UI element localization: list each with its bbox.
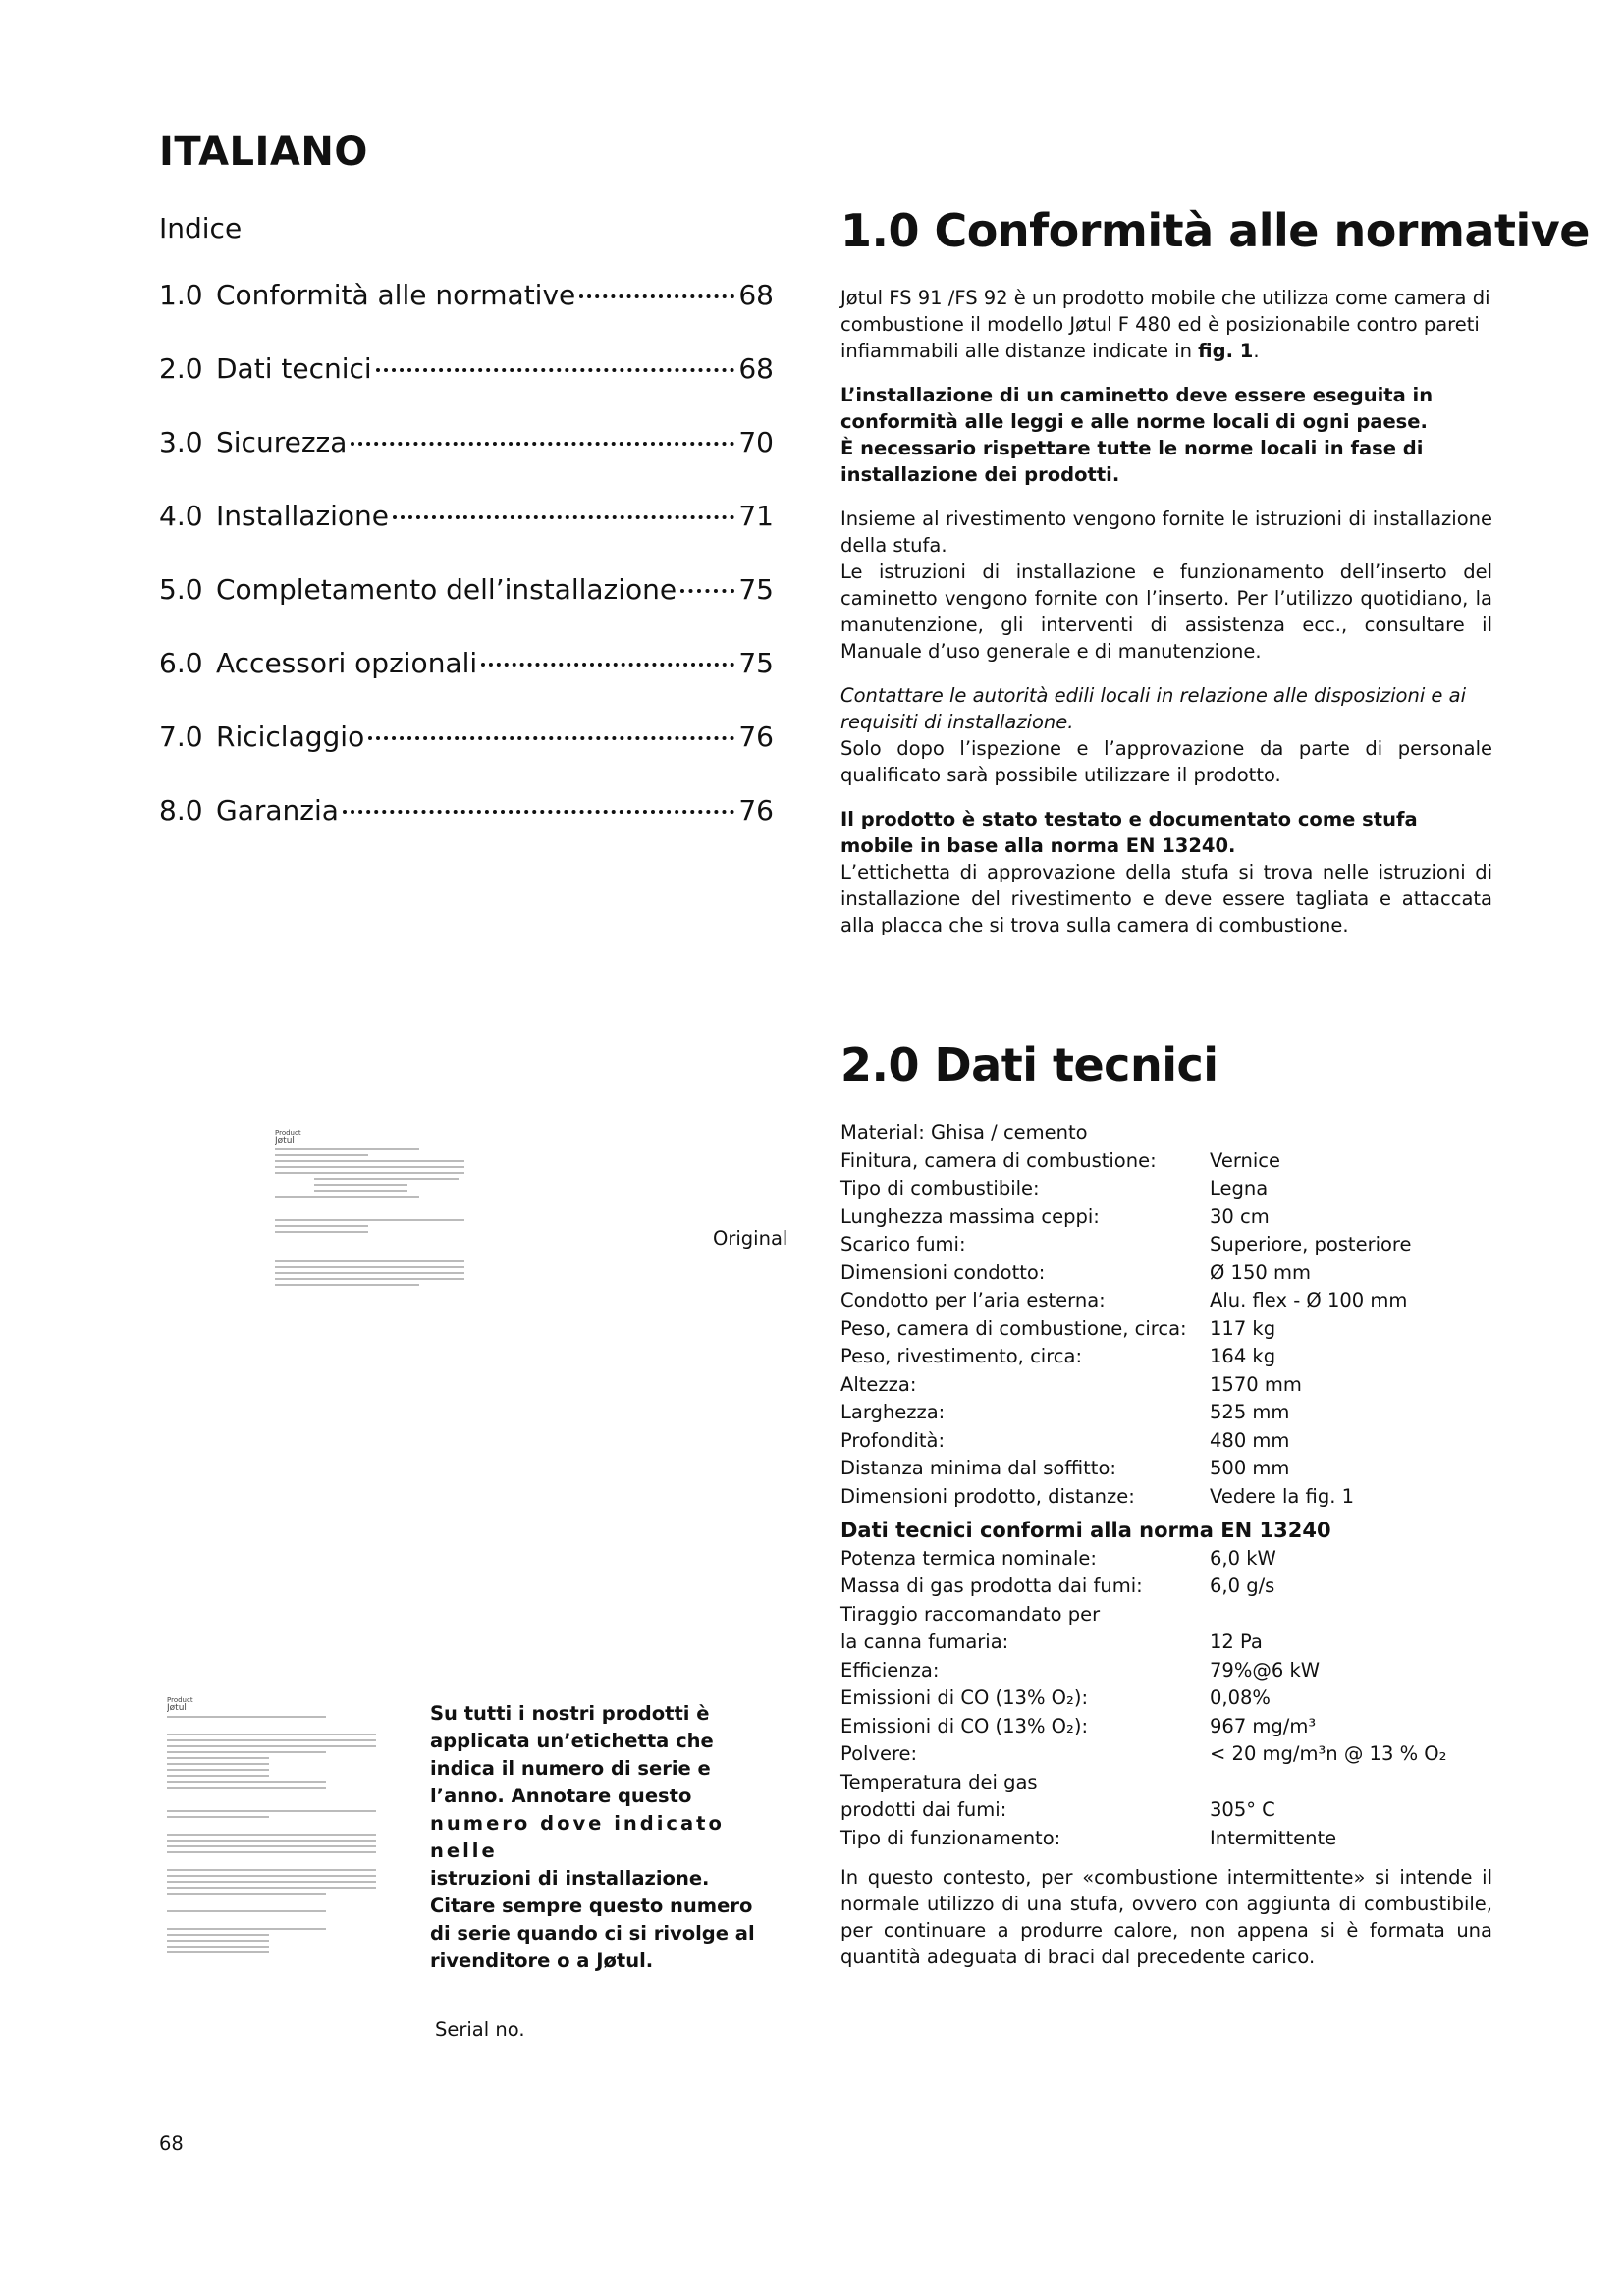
approval-label-image [275, 1129, 481, 1414]
spec-key: Distanza minima dal soffitto: [840, 1457, 1116, 1479]
spec-row [840, 1483, 1492, 1512]
section-1-heading: 1.0 Conformità alle normative [840, 204, 1590, 257]
toc-item-label: Conformità alle normative [216, 279, 576, 311]
toc-item-page: 70 [738, 426, 774, 458]
toc-item [159, 647, 774, 721]
language-title: ITALIANO [159, 130, 368, 175]
toc-item-page: 68 [738, 279, 774, 311]
spec-row [840, 1148, 1492, 1176]
spec-row [840, 1203, 1492, 1232]
spec-row [840, 1601, 1492, 1629]
spec-value: 30 cm [1210, 1204, 1270, 1228]
spec-key: Dimensioni condotto: [840, 1260, 1046, 1284]
spec-value: 525 mm [1210, 1401, 1290, 1423]
spec-key: Polvere: [840, 1742, 918, 1765]
spec-value: 12 Pa [1210, 1630, 1263, 1653]
norm-heading: Dati tecnici conformi alla norma EN 13240 [840, 1519, 1331, 1542]
toc-leader-dots [368, 736, 734, 740]
spec-key: Temperatura dei gas [840, 1770, 1038, 1793]
paragraph-italic: Contattare le autorità edili locali in relazione alle disposizioni e ai requisiti di installazione. [840, 684, 1466, 733]
spec-key: Larghezza: [840, 1401, 946, 1423]
toc-leader-dots [351, 442, 734, 446]
toc-item-page: 76 [738, 721, 774, 753]
spec-key: Massa di gas prodotta dai fumi: [840, 1575, 1143, 1597]
spec-value: 79%@6 kW [1210, 1658, 1321, 1682]
spec-row [840, 1796, 1492, 1825]
toc-leader-dots [680, 589, 734, 593]
spec-value: Superiore, posteriore [1210, 1233, 1412, 1255]
toc-item-page: 71 [738, 500, 774, 532]
toc-item-number: 2.0 [159, 352, 203, 385]
spec-row [840, 1175, 1492, 1203]
spec-row [840, 1713, 1492, 1741]
spec-value: 117 kg [1210, 1316, 1276, 1340]
spec-value: 967 mg/m³ [1210, 1714, 1317, 1737]
paragraph-bold: L’installazione di un caminetto deve essere eseguita in conformità alle leggi e alle norme locali di ogni paese. [840, 384, 1434, 433]
toc-item-page: 68 [738, 352, 774, 385]
serial-caption: Serial no. [435, 2018, 525, 2041]
paragraph: Jøtul FS 91 /FS 92 è un prodotto mobile che utilizza come camera di combustione il modello Jøtul F 480 ed è posizionabile contro pareti infiammabili alle distanze indicate in fig. 1. [840, 287, 1490, 362]
paragraph: L’ettichetta di approvazione della stufa si trova nelle istruzioni di installazione del rivestimento e deve essere tagliata e attaccata alla placca che si trova sulla camera di combustione. [840, 861, 1492, 936]
toc-item-label: Sicurezza [216, 426, 348, 458]
label-product-text: Product [275, 1129, 301, 1137]
spec-value: Vedere la fig. 1 [1210, 1484, 1355, 1508]
toc-item-number: 1.0 [159, 279, 203, 311]
spec-key: Tiraggio raccomandato per [840, 1602, 1101, 1626]
spec-value [1210, 1769, 1492, 1797]
spec-key: Emissioni di CO (13% O₂): [840, 1686, 1089, 1709]
spec-row [840, 1545, 1492, 1574]
paragraph: Le istruzioni di installazione e funzionamento dell’inserto del caminetto vengono fornite con l’inserto. Per l’utilizzo quotidiano, la manutenzione, gli interventi di assistenza ecc., consultare il Manuale d’uso generale e di manutenzione. [840, 561, 1492, 663]
toc-item [159, 573, 774, 647]
paragraph-bold: Il prodotto è stato testato e documentato come stufa mobile in base alla norma EN 13240. [840, 808, 1418, 857]
spec-row [840, 1769, 1492, 1797]
spec-value: 0,08% [1210, 1686, 1271, 1709]
spec-value: Vernice [1210, 1148, 1280, 1172]
spec-key: Profondità: [840, 1428, 946, 1452]
spec-key: prodotti dai fumi: [840, 1798, 1007, 1821]
toc-leader-dots [393, 515, 734, 519]
spec-key: Tipo di funzionamento: [840, 1826, 1061, 1849]
spec-row [840, 1259, 1492, 1288]
toc-leader-dots [579, 294, 734, 298]
spec-key: Condotto per l’aria esterna: [840, 1289, 1106, 1311]
toc-item-label: Installazione [216, 500, 390, 532]
spec-row [840, 1371, 1492, 1400]
paragraph: Insieme al rivestimento vengono fornite le istruzioni di installazione della stufa. [840, 507, 1492, 557]
spec-value: 500 mm [1210, 1457, 1290, 1479]
toc-item [159, 352, 774, 426]
spec-value: 164 kg [1210, 1345, 1276, 1367]
toc-item-label: Completamento dell’installazione [216, 573, 677, 606]
spec-row [840, 1629, 1492, 1657]
toc-item-page: 75 [738, 647, 774, 679]
spec-value: Intermittente [1210, 1826, 1337, 1849]
spec-value: 6,0 kW [1210, 1546, 1276, 1570]
spec-key: Peso, rivestimento, circa: [840, 1345, 1083, 1367]
label-brand-text: Jøtul [275, 1136, 295, 1146]
page-number: 68 [159, 2132, 184, 2155]
spec-row [840, 1740, 1492, 1769]
toc-item-page: 75 [738, 573, 774, 606]
spec-key: Lunghezza massima ceppi: [840, 1204, 1100, 1228]
serial-number-instructions: Su tutti i nostri prodotti è applicata un’etichetta che indica il numero di serie e l’anno. Annotare questo numero dove indicato nelle istruzioni di installazione. Citare sempre questo numero di serie quando ci si rivolge al rivenditore o a Jøtul. [430, 1702, 755, 1972]
spec-key: Altezza: [840, 1372, 917, 1396]
toc-item-number: 8.0 [159, 794, 203, 827]
toc-item-number: 4.0 [159, 500, 203, 532]
label-brand-text: Jøtul [167, 1703, 187, 1713]
spec-value: Legna [1210, 1177, 1269, 1200]
spec-value: < 20 mg/m³n @ 13 % O₂ [1210, 1742, 1447, 1765]
specs-block [840, 1119, 1492, 1970]
spec-row [840, 1684, 1492, 1713]
section-1-body [840, 285, 1492, 956]
paragraph: Solo dopo l’ispezione e l’approvazione da parte di personale qualificato sarà possibile utilizzare il prodotto. [840, 737, 1492, 786]
toc-item-page: 76 [738, 794, 774, 827]
toc-item-number: 5.0 [159, 573, 203, 606]
toc-item-label: Accessori opzionali [216, 647, 478, 679]
intermittent-note: In questo contesto, per «combustione intermittente» si intende il normale utilizzo di una stufa, ovvero con aggiunta di combustibile, per continuare a produrre calore, non appena si è formata una quantità adeguata di braci dal precedente carico. [840, 1866, 1492, 1968]
spec-row [840, 1573, 1492, 1601]
spec-key: Scarico fumi: [840, 1233, 966, 1255]
spec-row [840, 1231, 1492, 1259]
spec-value: 1570 mm [1210, 1372, 1302, 1396]
spec-key: la canna fumaria: [840, 1630, 1009, 1653]
toc-item [159, 500, 774, 573]
spec-value [1210, 1601, 1492, 1629]
toc-item-label: Riciclaggio [216, 721, 365, 753]
spec-row [840, 1287, 1492, 1315]
section-2-heading: 2.0 Dati tecnici [840, 1039, 1218, 1092]
figure-reference: fig. 1 [1198, 340, 1254, 362]
original-caption: Original [713, 1227, 788, 1250]
toc-item [159, 794, 774, 868]
spec-row [840, 1343, 1492, 1371]
table-of-contents [159, 279, 774, 868]
toc-item-number: 3.0 [159, 426, 203, 458]
spec-row [840, 1825, 1492, 1853]
spec-row [840, 1657, 1492, 1685]
spec-key: Emissioni di CO (13% O₂): [840, 1714, 1089, 1737]
spec-key: Efficienza: [840, 1658, 940, 1682]
label-product-text: Product [167, 1696, 193, 1704]
toc-item-label: Garanzia [216, 794, 339, 827]
toc-leader-dots [481, 663, 734, 667]
spec-row [840, 1315, 1492, 1344]
spec-key: Peso, camera di combustione, circa: [840, 1316, 1187, 1340]
material-line: Material: Ghisa / cemento [840, 1121, 1088, 1144]
spec-value: Alu. flex - Ø 100 mm [1210, 1289, 1408, 1311]
serial-label-image [167, 1696, 395, 2113]
spec-key: Tipo di combustibile: [840, 1177, 1040, 1200]
spec-value: 305° C [1210, 1798, 1275, 1821]
spec-row [840, 1427, 1492, 1456]
spec-value: Ø 150 mm [1210, 1260, 1311, 1284]
spec-key: Finitura, camera di combustione: [840, 1148, 1157, 1172]
toc-item [159, 279, 774, 352]
toc-title: Indice [159, 212, 243, 244]
toc-item [159, 426, 774, 500]
spec-row [840, 1399, 1492, 1427]
toc-item-number: 6.0 [159, 647, 203, 679]
paragraph-bold: È necessario rispettare tutte le norme locali in fase di installazione dei prodotti. [840, 437, 1424, 486]
spec-row [840, 1455, 1492, 1483]
toc-item [159, 721, 774, 794]
spec-value: 480 mm [1210, 1428, 1290, 1452]
toc-leader-dots [343, 810, 734, 814]
toc-item-label: Dati tecnici [216, 352, 372, 385]
spec-value: 6,0 g/s [1210, 1575, 1275, 1597]
spec-key: Potenza termica nominale: [840, 1546, 1097, 1570]
toc-item-number: 7.0 [159, 721, 203, 753]
spec-key: Dimensioni prodotto, distanze: [840, 1484, 1135, 1508]
toc-leader-dots [376, 368, 735, 372]
